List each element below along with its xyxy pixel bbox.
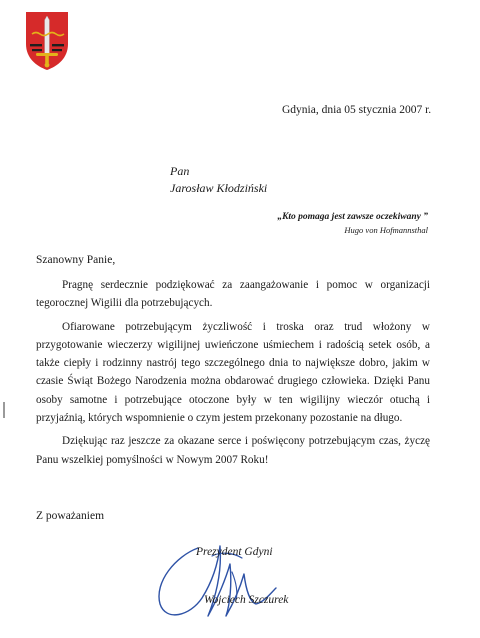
paragraph-thanks: Pragnę serdecznie podziękować za zaangażowanie i pomoc w organizacji tegorocznej Wigilii dla potrzebujących. (36, 279, 430, 310)
crest-bar-right (52, 44, 64, 46)
epigraph-text: „Kto pomaga jest zawsze oczekiwany ” (277, 212, 428, 222)
paragraph-appreciation: Ofiarowane potrzebującym życzliwość i troska oraz trud włożony w przygotowanie wieczerzy wigilijnej uwieńczone uśmiechem i radością setek osób, a także ciepły i rodzinny nastrój tego szczególnego dnia to największe dobro, jakim w czasie Świąt Bożego Narodzenia można obdarować drugiego człowieka. Dzięki Panu osoby samotne i potrzebujące otoczone były w ten wigilijny wieczór otuchą i przyjaźnią, których wspomnienie o czym jestem przekonany pozostanie na długo. (36, 320, 430, 425)
place-and-date: Gdynia, dnia 05 stycznia 2007 r. (282, 104, 432, 116)
scan-edge-mark (3, 402, 5, 418)
letter-body (36, 276, 430, 469)
crest-sword-grip (45, 56, 49, 63)
crest-bar-right-2 (52, 49, 62, 51)
salutation: Szanowny Panie, (36, 254, 116, 266)
epigraph (277, 212, 428, 235)
signatory-title: Prezydent Gdyni (196, 546, 273, 558)
recipient-honorific: Pan (170, 164, 190, 178)
crest-bar-left-2 (32, 49, 42, 51)
gdynia-coat-of-arms-icon (24, 10, 70, 72)
closing-phrase: Z poważaniem (36, 510, 105, 522)
paragraph-wishes: Dziękując raz jeszcze za okazane serce i poświęcony potrzebującym czas, życzę Panu wszelkiej pomyślności w Nowym 2007 Roku! (36, 435, 430, 466)
epigraph-author: Hugo von Hofmannsthal (344, 225, 428, 235)
crest-sword-pommel (45, 63, 50, 68)
handwritten-signature (146, 512, 289, 632)
signatory-name: Wojciech Szczurek (204, 594, 289, 606)
recipient-name: Jarosław Kłodziński (170, 181, 268, 195)
crest-sword-guard (36, 53, 58, 56)
crest-bar-left (30, 44, 42, 46)
recipient-block (170, 163, 267, 197)
